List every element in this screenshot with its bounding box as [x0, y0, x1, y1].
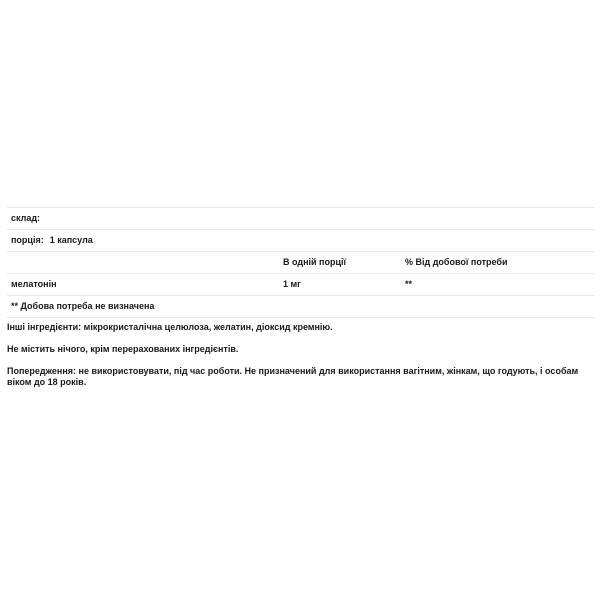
- serving-label: порція:: [11, 235, 44, 245]
- header-amount: В одній порції: [283, 257, 347, 267]
- footnote: ** Добова потреба не визначена: [11, 301, 155, 311]
- composition-row: [7, 208, 594, 230]
- notes-section: [7, 322, 594, 399]
- serving-row: [7, 230, 594, 252]
- serving-info: [11, 230, 93, 251]
- ingredient-daily-value: **: [405, 279, 413, 289]
- table-row: [7, 274, 594, 296]
- serving-value: 1 капсула: [49, 235, 93, 245]
- contains-nothing-else-text: Не містить нічого, крім перерахованих інгредієнтів.: [7, 344, 239, 354]
- warning-text: Попередження: не використовувати, під час роботи. Не призначений для використання вагітним, жінкам, що годують, і особам віком до 18 років.: [7, 366, 579, 387]
- footnote-row: [7, 296, 594, 318]
- other-ingredients-text: Інші інгредієнти: мікрокристалічна целюлоза, желатин, діоксид кремнію.: [7, 322, 333, 332]
- supplement-facts-table: [7, 207, 594, 318]
- table-header-row: [7, 252, 594, 274]
- ingredient-amount: 1 мг: [283, 279, 301, 289]
- header-daily-value: % Від добової потреби: [405, 257, 508, 267]
- ingredient-name: мелатонін: [11, 279, 57, 289]
- composition-label: склад:: [11, 213, 41, 223]
